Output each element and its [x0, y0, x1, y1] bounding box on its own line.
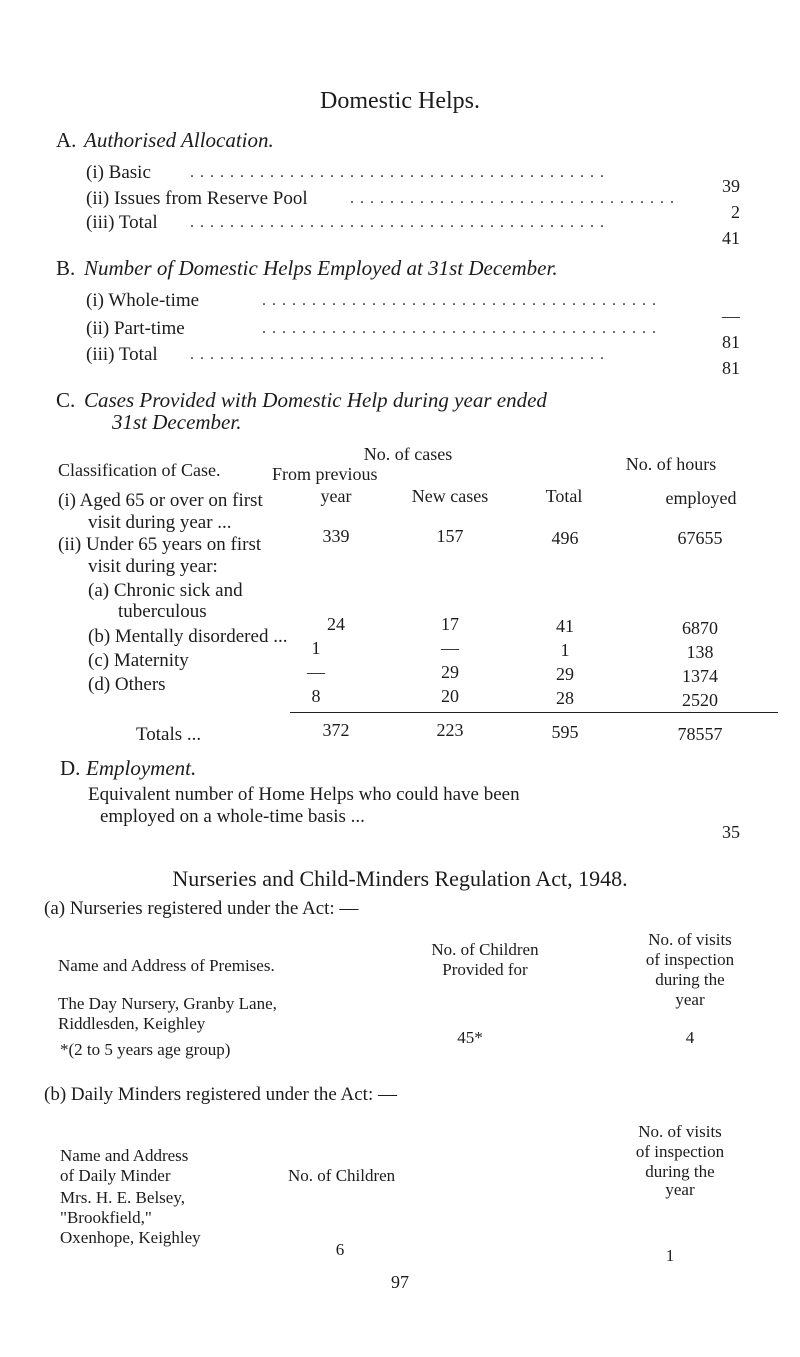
- cell: 1374: [682, 666, 718, 686]
- b-col-visits: of inspection: [635, 1142, 725, 1161]
- cell: 67655: [677, 528, 723, 548]
- row-ii-label-2: visit during year:: [88, 556, 218, 577]
- a-col-visits: during the: [655, 970, 725, 989]
- row-i-label: (i) Aged 65 or over on first: [58, 490, 263, 511]
- cell: —: [441, 638, 459, 658]
- cell: 28: [556, 688, 574, 708]
- b-col-visits: No. of visits: [638, 1122, 722, 1141]
- section-d-heading: Employment.: [86, 756, 197, 780]
- col-hours-header-2: employed: [665, 488, 737, 508]
- section-d-letter: D.: [60, 756, 81, 780]
- section-b-item-value: —: [722, 306, 740, 326]
- sub-a-label-2: tuberculous: [118, 601, 207, 622]
- cell: —: [307, 662, 325, 682]
- b-entry-line: Oxenhope, Keighley: [60, 1228, 201, 1247]
- leader-dots: ........................................: [262, 320, 662, 337]
- col-hours-header: No. of hours: [625, 454, 717, 474]
- b-entry-line: "Brookfield,": [60, 1208, 152, 1227]
- a-entry-name: The Day Nursery, Granby Lane,: [58, 994, 277, 1013]
- a-entry-children: 45*: [457, 1028, 483, 1047]
- row-i-label-2: visit during year ...: [88, 512, 232, 533]
- b-entry-children: 6: [335, 1240, 345, 1259]
- cell: 2520: [682, 690, 718, 710]
- section-a-item-label: (iii) Total: [86, 212, 158, 233]
- leader-dots: ........................................: [262, 292, 662, 309]
- cell: 1: [560, 640, 570, 660]
- b-entry-visits: 1: [665, 1246, 675, 1265]
- a-col-children: No. of Children: [431, 940, 539, 959]
- leader-dots: ..........................................: [190, 164, 610, 181]
- section-b-item-label: (ii) Part-time: [86, 318, 185, 339]
- nurseries-title: Nurseries and Child-Minders Regulation Act, 1948.: [172, 866, 628, 891]
- col-total-header: Total: [545, 486, 583, 506]
- col-new-header: New cases: [411, 486, 489, 506]
- cell: 157: [436, 526, 464, 546]
- a-entry-note: *(2 to 5 years age group): [60, 1040, 231, 1059]
- section-a-letter: A.: [56, 128, 77, 152]
- cell: 496: [551, 528, 579, 548]
- totals-label: Totals ...: [136, 724, 202, 745]
- b-col-name-2: of Daily Minder: [60, 1166, 171, 1185]
- section-b-heading: Number of Domestic Helps Employed at 31st December.: [84, 256, 558, 280]
- col-prev-year-header: year: [320, 486, 352, 506]
- cell: 339: [322, 526, 350, 546]
- cell: 41: [556, 616, 574, 636]
- a-col-visits: year: [675, 990, 705, 1009]
- nurseries-part-a: (a) Nurseries registered under the Act: —: [44, 898, 359, 919]
- cell: 20: [441, 686, 459, 706]
- cell: 29: [556, 664, 574, 684]
- cell: 138: [686, 642, 714, 662]
- b-col-visits: during the: [645, 1162, 715, 1181]
- leader-dots: ..........................................: [190, 346, 610, 363]
- a-col-visits: No. of visits: [648, 930, 732, 949]
- nurseries-part-b: (b) Daily Minders registered under the Act: —: [44, 1084, 397, 1105]
- col-prev-header: From previous: [272, 464, 378, 484]
- row-ii-label: (ii) Under 65 years on first: [58, 534, 262, 555]
- section-b-item-value: 81: [722, 358, 740, 378]
- col-classification-header: Classification of Case.: [58, 460, 221, 480]
- section-c-heading: Cases Provided with Domestic Help during year ended: [84, 388, 547, 412]
- sub-c-label: (c) Maternity: [88, 650, 189, 671]
- a-entry-visits: 4: [685, 1028, 695, 1047]
- sub-a-label: (a) Chronic sick and: [88, 580, 243, 601]
- section-b-item-value: 81: [722, 332, 740, 352]
- section-d-line1: Equivalent number of Home Helps who could have been: [88, 784, 520, 805]
- leader-dots: .................................: [350, 190, 680, 207]
- page-number: 97: [391, 1272, 409, 1292]
- cell: 6870: [682, 618, 718, 638]
- section-b-letter: B.: [56, 256, 76, 280]
- section-d-value: 35: [722, 822, 740, 842]
- section-a-heading: Authorised Allocation.: [84, 128, 274, 152]
- cell: 78557: [677, 724, 723, 744]
- sub-d-label: (d) Others: [88, 674, 166, 695]
- section-a-item-value: 41: [722, 228, 740, 248]
- leader-dots: ..........................................: [190, 214, 610, 231]
- cell: 1: [311, 638, 321, 658]
- cell: 24: [327, 614, 345, 634]
- section-a-item-label: (ii) Issues from Reserve Pool: [86, 188, 308, 209]
- a-col-name: Name and Address of Premises.: [58, 956, 275, 975]
- cell: 17: [441, 614, 459, 634]
- section-c-letter: C.: [56, 388, 76, 412]
- a-col-visits: of inspection: [645, 950, 735, 969]
- section-b-item-label: (i) Whole-time: [86, 290, 200, 311]
- totals-rule: [290, 712, 778, 713]
- section-c-heading-2: 31st December.: [112, 410, 242, 434]
- b-entry-line: Mrs. H. E. Belsey,: [60, 1188, 185, 1207]
- b-col-visits: year: [665, 1180, 695, 1199]
- cell: 595: [551, 722, 579, 742]
- cell: 372: [322, 720, 350, 740]
- section-a-item-value: 39: [722, 176, 740, 196]
- section-a-item-label: (i) Basic: [86, 162, 151, 183]
- section-d-line2: employed on a whole-time basis ...: [100, 806, 365, 827]
- cell: 223: [436, 720, 464, 740]
- a-entry-address: Riddlesden, Keighley: [58, 1014, 206, 1033]
- section-a-item-value: 2: [731, 202, 740, 222]
- cell: 29: [441, 662, 459, 682]
- b-col-name: Name and Address: [60, 1146, 189, 1165]
- a-col-children-2: Provided for: [442, 960, 528, 979]
- cell: 8: [311, 686, 321, 706]
- section-b-item-label: (iii) Total: [86, 344, 158, 365]
- b-col-children: No. of Children: [288, 1166, 396, 1185]
- page-title: Domestic Helps.: [320, 88, 480, 114]
- col-cases-header: No. of cases: [363, 444, 453, 464]
- sub-b-label: (b) Mentally disordered ...: [88, 626, 288, 647]
